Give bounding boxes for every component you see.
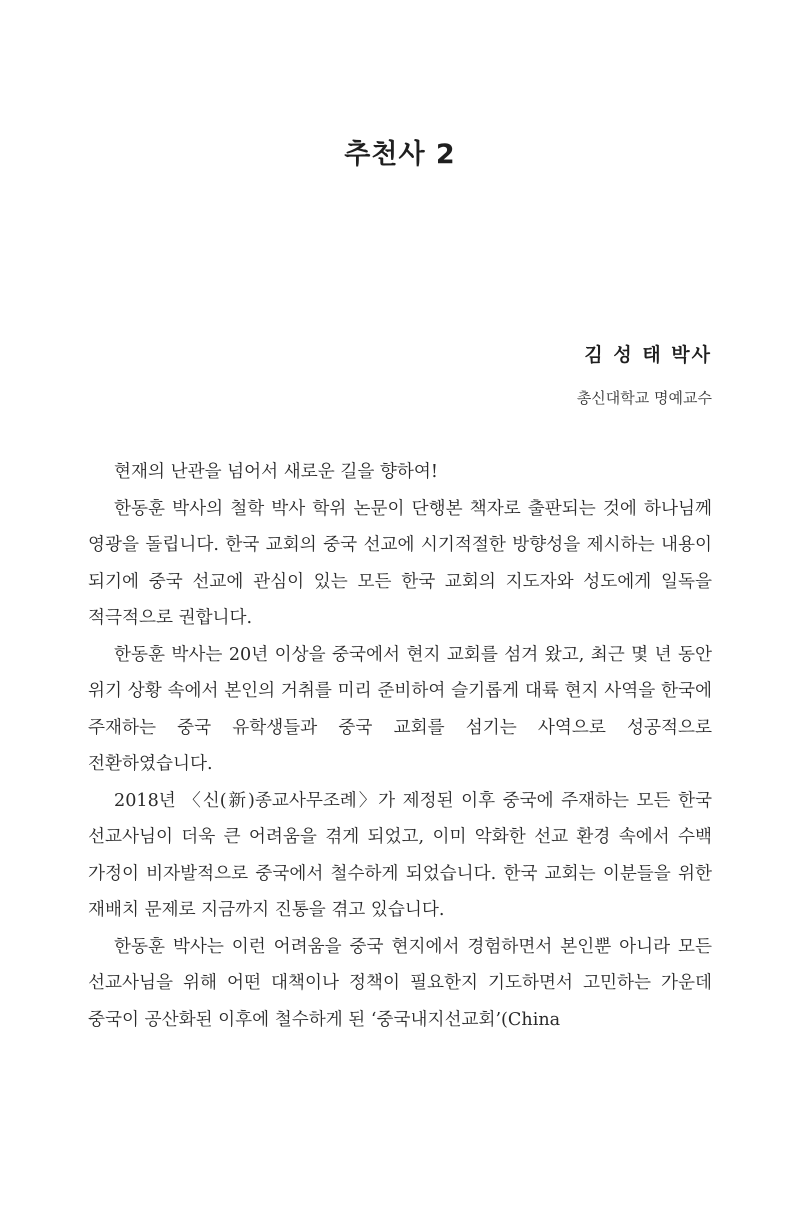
- paragraph: 한동훈 박사는 이런 어려움을 중국 현지에서 경험하면서 본인뿐 아니라 모든 선교사님을 위해 어떤 대책이나 정책이 필요한지 기도하면서 고민하는 가운데 중국이 공산화된 이후에 철수하게 된 ‘중국내지선교회’(China: [88, 936, 712, 1030]
- paragraph: 한동훈 박사는 20년 이상을 중국에서 현지 교회를 섬겨 왔고, 최근 몇 년 동안 위기 상황 속에서 본인의 거취를 미리 준비하여 슬기롭게 대륙 현지 사역을 한국에 주재하는 중국 유학생들과 중국 교회를 섬기는 사역으로 성공적으로 전환하였습니다.: [88, 644, 712, 774]
- author-block: [577, 340, 712, 408]
- paragraph: 2018년 〈신(新)종교사무조례〉가 제정된 이후 중국에 주재하는 모든 한국 선교사님이 더욱 큰 어려움을 겪게 되었고, 이미 악화한 선교 환경 속에서 수백 가정이 비자발적으로 중국에서 철수하게 되었습니다. 한국 교회는 이분들을 위한 재배치 문제로 지금까지 진통을 겪고 있습니다.: [88, 790, 712, 920]
- paragraph-heading: 현재의 난관을 넘어서 새로운 길을 향하여!: [114, 462, 438, 482]
- author-name: 김 성 태 박사: [584, 344, 712, 366]
- body-text: [88, 454, 712, 1038]
- author-affiliation: 총신대학교 명예교수: [576, 389, 712, 407]
- page-title: 추천사 2: [344, 139, 456, 170]
- paragraph: 한동훈 박사의 철학 박사 학위 논문이 단행본 책자로 출판되는 것에 하나님께 영광을 돌립니다. 한국 교회의 중국 선교에 시기적절한 방향성을 제시하는 내용이 되기에 중국 선교에 관심이 있는 모든 한국 교회의 지도자와 성도에게 일독을 적극적으로 권합니다.: [88, 498, 712, 628]
